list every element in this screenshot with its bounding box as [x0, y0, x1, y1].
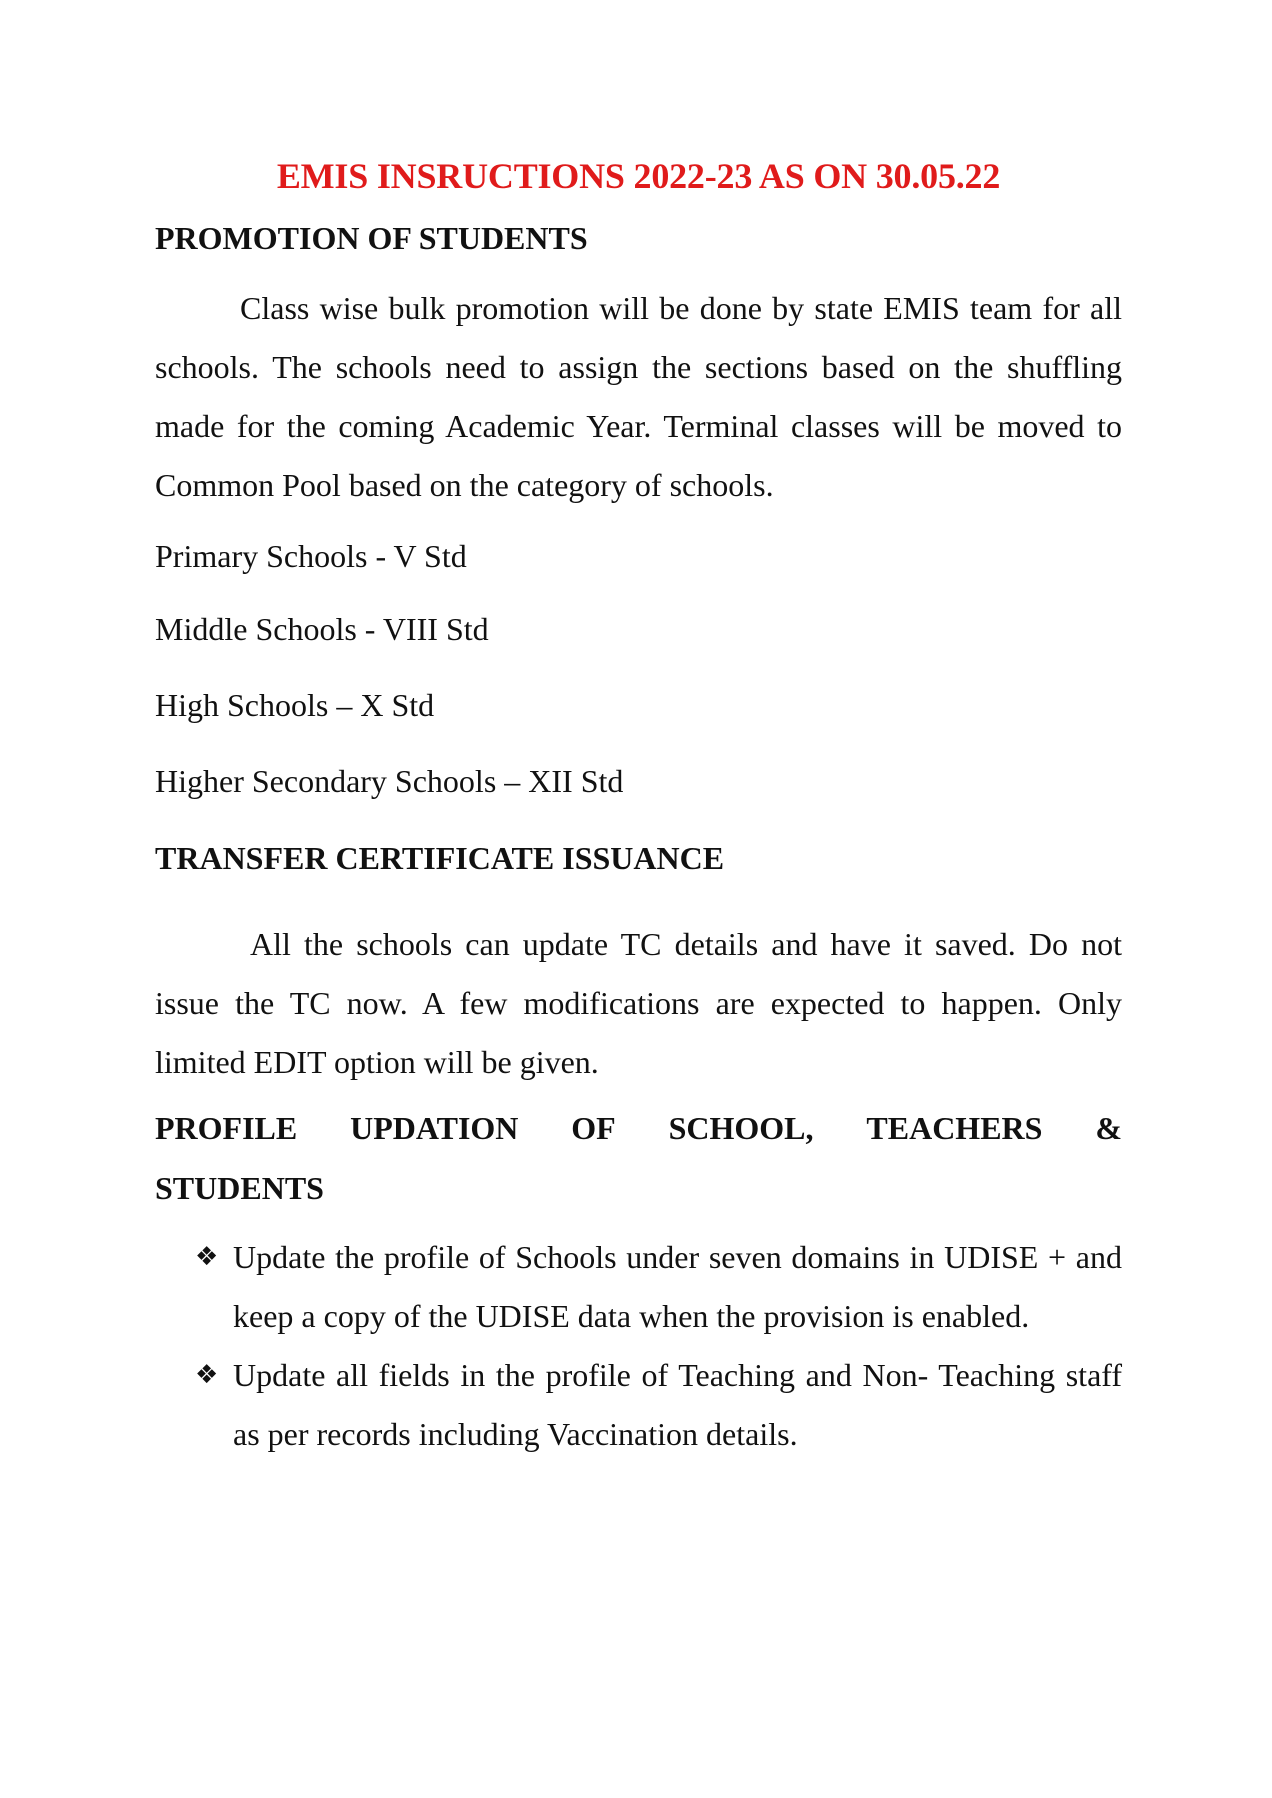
heading-promotion-of-students: PROMOTION OF STUDENTS [155, 220, 588, 256]
category-middle-schools: Middle Schools - VIII Std [155, 611, 489, 647]
category-high-schools: High Schools – X Std [155, 687, 435, 723]
paragraph-promotion: Class wise bulk promotion will be done by state EMIS team for all schools. The schools need to assign the sections based on the shuffling made for the coming Academic Year. Terminal classes will be moved to Common Pool based on the category of schools. [155, 290, 1122, 503]
document-title: EMIS INSRUCTIONS 2022-23 AS ON 30.05.22 [276, 156, 1001, 196]
category-higher-secondary-schools: Higher Secondary Schools – XII Std [155, 763, 624, 799]
heading-transfer-certificate-issuance: TRANSFER CERTIFICATE ISSUANCE [155, 840, 725, 876]
bullet-text: Update the profile of Schools under seven domains in UDISE + and keep a copy of the UDISE data when the provision is enabled. [233, 1239, 1122, 1334]
heading-word: SCHOOL, [668, 1110, 814, 1146]
profile-bullet-list [195, 1228, 1122, 1464]
category-primary-schools: Primary Schools - V Std [155, 538, 467, 574]
diamond-bullet-icon: ❖ [195, 1242, 219, 1272]
heading-profile-updation [155, 1110, 1122, 1147]
heading-word: PROFILE [155, 1110, 298, 1146]
heading-word: OF [571, 1110, 616, 1146]
list-item [195, 1228, 1122, 1346]
heading-word: TEACHERS [866, 1110, 1043, 1146]
heading-profile-updation-continued: STUDENTS [155, 1170, 324, 1206]
heading-word: & [1095, 1110, 1122, 1146]
heading-word: UPDATION [350, 1110, 519, 1146]
list-item [195, 1346, 1122, 1464]
bullet-text: Update all fields in the profile of Teaching and Non- Teaching staff as per records including Vaccination details. [233, 1357, 1122, 1452]
diamond-bullet-icon: ❖ [195, 1360, 219, 1390]
paragraph-tc: All the schools can update TC details and have it saved. Do not issue the TC now. A few modifications are expected to happen. Only limited EDIT option will be given. [155, 926, 1122, 1080]
